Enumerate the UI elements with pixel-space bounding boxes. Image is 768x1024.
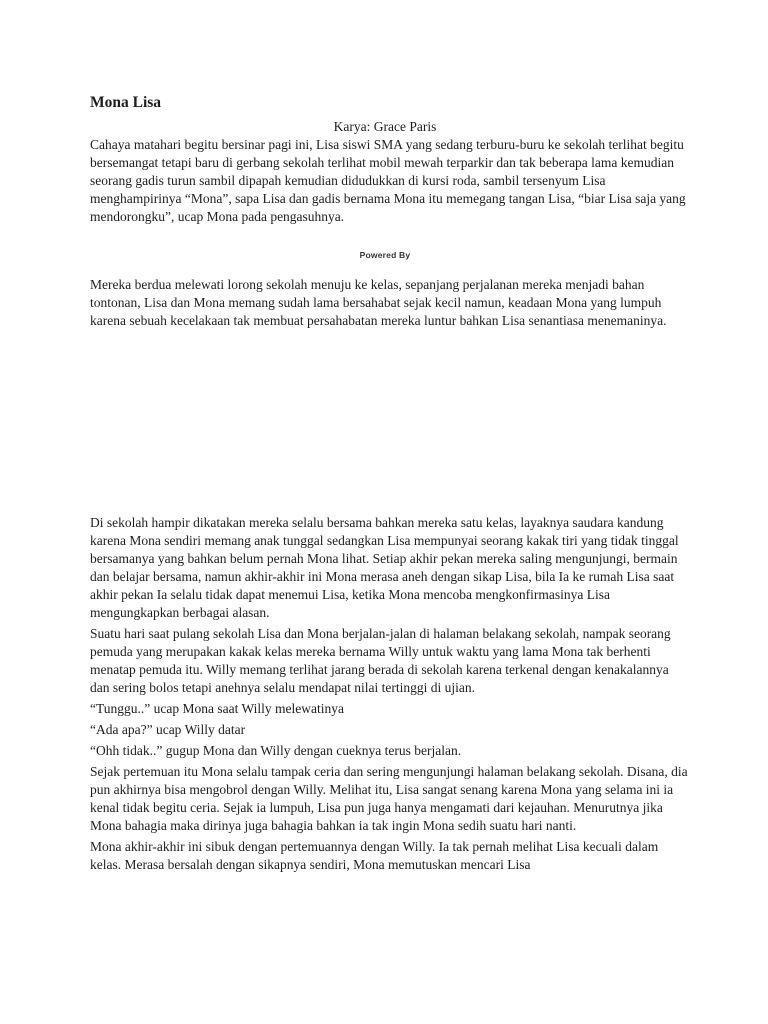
powered-by-label: Powered By <box>359 250 411 260</box>
paragraph: Di sekolah hampir dikatakan mereka selalu bersama bahkan mereka satu kelas, layaknya saudara kandung karena Mona sendiri memang anak tunggal sedangkan Lisa mempunyai seorang kakak tiri yang tidak tinggal bersamanya yang bahkan belum pernah Mona lihat. Setiap akhir pekan mereka saling mengunjungi, bermain dan belajar bersama, namun akhir-akhir ini Mona merasa aneh dengan sikap Lisa, bila Ia ke rumah Lisa saat akhir pekan Ia selalu tidak dapat menemui Lisa, ketika Mona mencoba mengkonfirmasinya Lisa mengungkapkan berbagai alasan. <box>90 515 679 620</box>
dialogue-line: “Ohh tidak..” gugup Mona dan Willy dengan cueknya terus berjalan. <box>90 743 462 758</box>
dialogue-line: “Tunggu..” ucap Mona saat Willy melewatinya <box>90 701 345 716</box>
dialogue-line: “Ada apa?” ucap Willy datar <box>90 722 246 737</box>
paragraph: Suatu hari saat pulang sekolah Lisa dan Mona berjalan-jalan di halaman belakang sekolah, nampak seorang pemuda yang merupakan kakak kelas mereka bernama Willy untuk waktu yang lama Mona tak berhenti menatap pemuda itu. Willy memang terlihat jarang berada di sekolah karena terkenal dengan kenakalannya dan sering bolos tetapi anehnya selalu mendapat nilai tertinggi di ujian. <box>90 626 671 695</box>
paragraph: Mereka berdua melewati lorong sekolah menuju ke kelas, sepanjang perjalanan mereka menjadi bahan tontonan, Lisa dan Mona memang sudah lama bersahabat sejak kecil namun, keadaan Mona yang lumpuh karena sebuah kecelakaan tak membuat persahabatan mereka luntur bahkan Lisa senantiasa menemaninya. <box>90 277 667 328</box>
intro-section <box>90 136 690 226</box>
paragraph: Mona akhir-akhir ini sibuk dengan pertemuannya dengan Willy. Ia tak pernah melihat Lisa kecuali dalam kelas. Merasa bersalah dengan sikapnya sendiri, Mona memutuskan mencari Lisa <box>90 839 659 872</box>
ad-placeholder <box>90 360 690 510</box>
document-title: Mona Lisa <box>90 94 162 111</box>
paragraph: Cahaya matahari begitu bersinar pagi ini, Lisa siswi SMA yang sedang terburu-buru ke sekolah terlihat begitu bersemangat tetapi baru di gerbang sekolah terlihat mobil mewah terparkir dan tak beberapa lama kemudian seorang gadis turun sambil dipapah kemudian didudukkan di kursi roda, sambil tersenyum Lisa menghampirinya “Mona”, sapa Lisa dan gadis bernama Mona itu memegang tangan Lisa, “biar Lisa saja yang mendorongku”, ucap Mona pada pengasuhnya. <box>90 137 686 224</box>
story-section <box>90 514 690 877</box>
author-line: Karya: Grace Paris <box>333 119 437 134</box>
paragraph: Sejak pertemuan itu Mona selalu tampak ceria dan sering mengunjungi halaman belakang sekolah. Disana, dia pun akhirnya bisa mengobrol dengan Willy. Melihat itu, Lisa sangat senang karena Mona yang selama ini ia kenal tidak begitu ceria. Sejak ia lumpuh, Lisa pun juga hanya mengamati dari kejauhan. Menurutnya jika Mona bahagia maka dirinya juga bahagia bahkan ia tak ingin Mona sedih suatu hari nanti. <box>90 764 688 833</box>
middle-section <box>90 276 690 330</box>
